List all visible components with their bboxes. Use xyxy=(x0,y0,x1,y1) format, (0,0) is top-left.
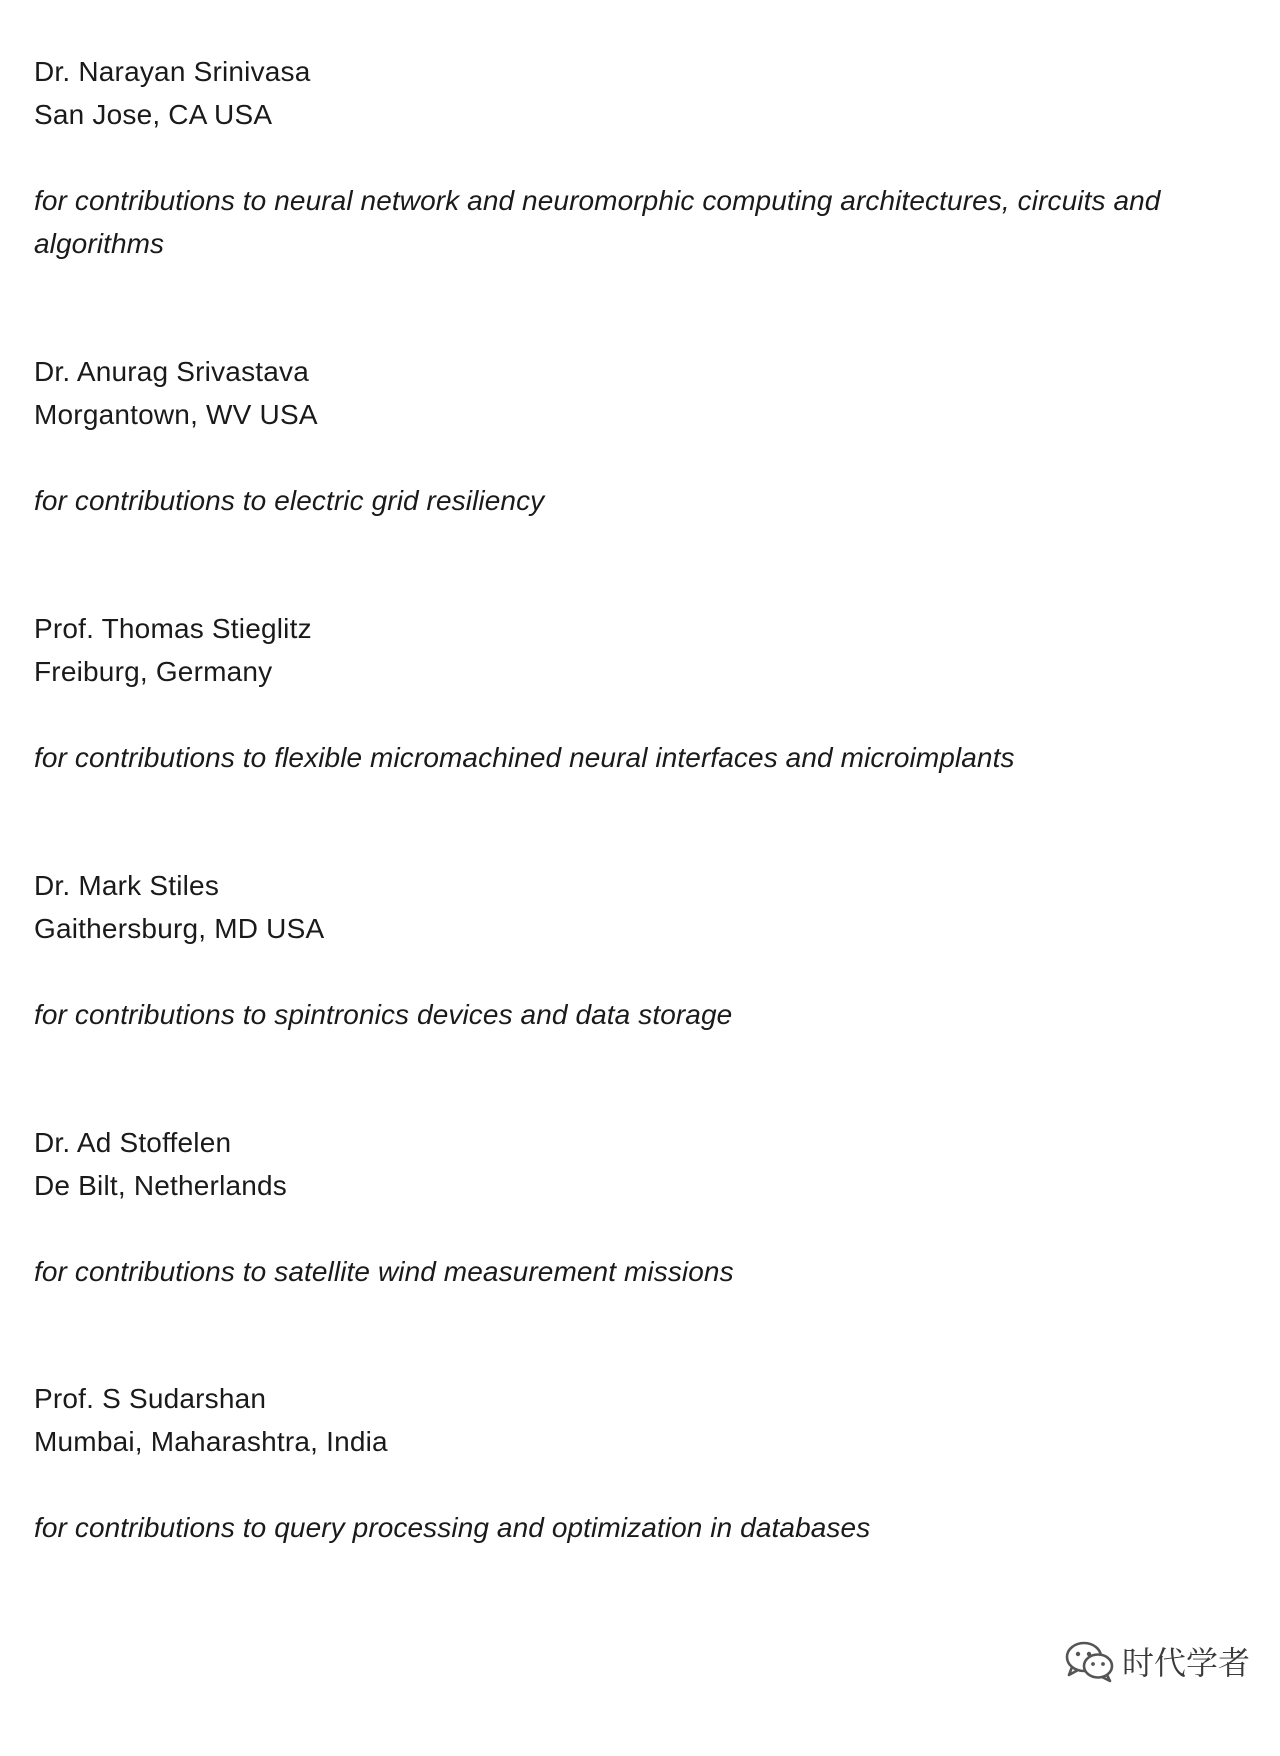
fellow-name: Dr. Mark Stiles xyxy=(34,870,220,901)
fellow-name: Dr. Anurag Srivastava xyxy=(34,356,309,387)
watermark xyxy=(1064,1638,1250,1684)
fellow-name: Dr. Narayan Srinivasa xyxy=(34,56,311,87)
fellow-location: San Jose, CA USA xyxy=(34,99,273,130)
fellow-location: Morgantown, WV USA xyxy=(34,399,318,430)
fellow-entry xyxy=(34,350,1244,522)
fellow-entry xyxy=(34,1121,1244,1293)
fellow-name: Prof. S Sudarshan xyxy=(34,1383,267,1414)
fellow-citation: for contributions to satellite wind measurement missions xyxy=(34,1256,734,1287)
fellow-citation: for contributions to query processing and optimization in databases xyxy=(34,1512,871,1543)
fellow-location: De Bilt, Netherlands xyxy=(34,1170,288,1201)
fellow-citation: for contributions to electric grid resiliency xyxy=(34,485,545,516)
fellow-location: Mumbai, Maharashtra, India xyxy=(34,1426,388,1457)
fellow-location: Gaithersburg, MD USA xyxy=(34,913,325,944)
fellow-citation: for contributions to spintronics devices and data storage xyxy=(34,999,733,1030)
fellow-name: Prof. Thomas Stieglitz xyxy=(34,613,312,644)
fellow-entry xyxy=(34,864,1244,1036)
fellow-entry xyxy=(34,607,1244,779)
fellow-citation: for contributions to flexible micromachined neural interfaces and microimplants xyxy=(34,742,1015,773)
watermark-text: 时代学者 xyxy=(1121,1644,1250,1682)
fellow-entry xyxy=(34,50,1244,265)
fellow-entry xyxy=(34,1377,1244,1549)
fellow-location: Freiburg, Germany xyxy=(34,656,273,687)
fellow-citation: for contributions to neural network and neuromorphic computing architectures, circuits and algorithms xyxy=(34,185,1161,259)
fellow-name: Dr. Ad Stoffelen xyxy=(34,1127,232,1158)
wechat-icon xyxy=(1064,1639,1116,1683)
